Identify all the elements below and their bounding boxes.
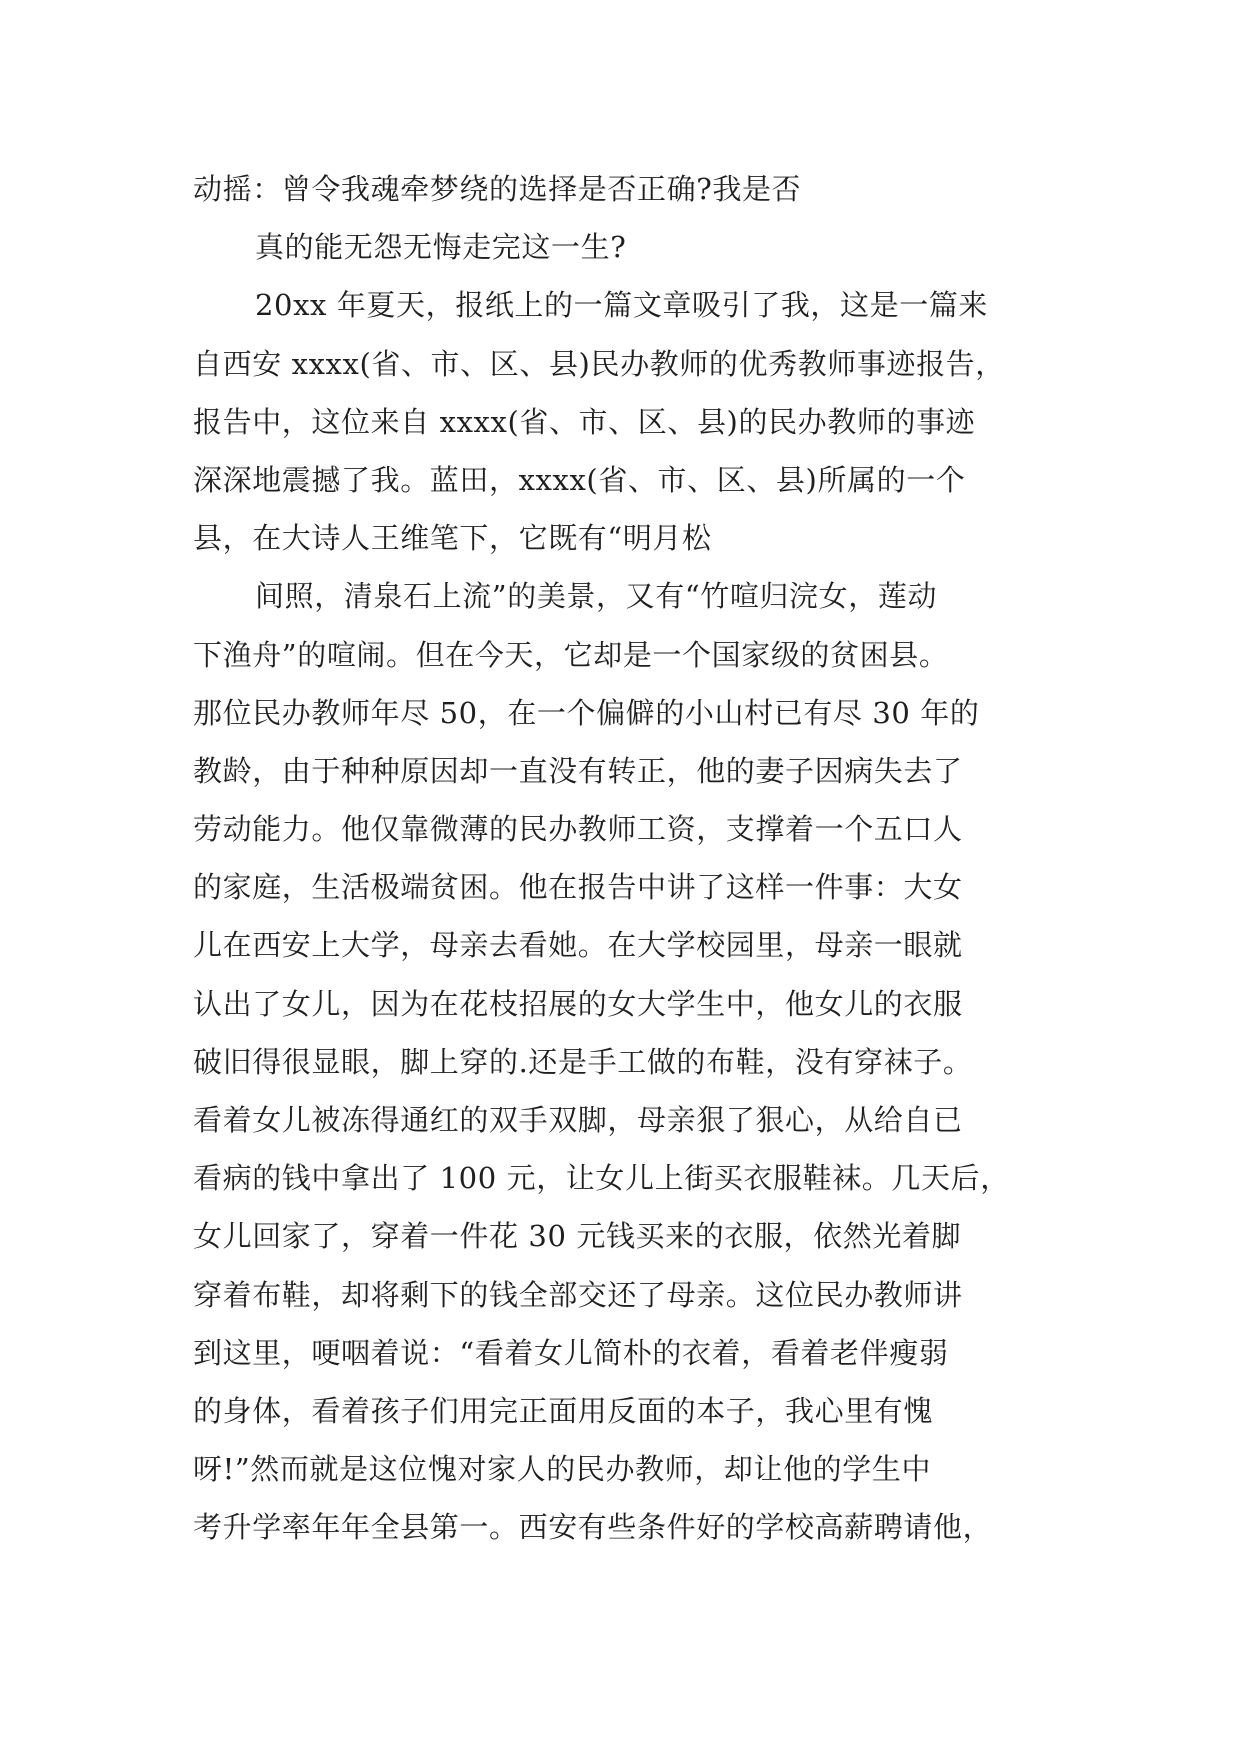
text-line: 的身体，看着孩子们用完正面用反面的本子，我心里有愧	[193, 1393, 934, 1428]
text-line: 下渔舟”的喧闹。但在今天，它却是一个国家级的贫困县。	[193, 637, 949, 672]
text-line: 儿在西安上大学，母亲去看她。在大学校园里，母亲一眼就	[193, 928, 963, 963]
text-line: 破旧得很显眼，脚上穿的.还是手工做的布鞋，没有穿袜子。	[193, 1044, 973, 1079]
text-line: 呀!”然而就是这位愧对家人的民办教师，却让他的学生中	[193, 1452, 932, 1487]
text-line: 考升学率年年全县第一。西安有些条件好的学校高薪聘请他，	[193, 1510, 993, 1545]
text-line: 县，在大诗人王维笔下，它既有“明月松	[193, 521, 712, 556]
text-line: 劳动能力。他仅靠微薄的民办教师工资，支撑着一个五口人	[193, 812, 963, 847]
text-line: 20xx 年夏天，报纸上的一篇文章吸引了我，这是一篇来	[255, 288, 989, 323]
text-line: 穿着布鞋，却将剩下的钱全部交还了母亲。这位民办教师讲	[193, 1277, 963, 1312]
text-line: 深深地震撼了我。蓝田，xxxx(省、市、区、县)所属的一个	[193, 462, 966, 497]
text-line: 到这里，哽咽着说：“看着女儿简朴的衣着，看着老伴瘦弱	[193, 1335, 949, 1370]
text-line: 看着女儿被冻得通红的双手双脚，母亲狠了狠心，从给自已	[193, 1103, 963, 1137]
text-line: 真的能无怨无悔走完这一生?	[255, 230, 627, 265]
text-line: 间照，清泉石上流”的美景，又有“竹喧归浣女，莲动	[255, 579, 938, 614]
text-line: 自西安 xxxx(省、市、区、县)民办教师的优秀教师事迹报告，	[193, 346, 1005, 381]
body-text	[193, 160, 1093, 1557]
text-line: 那位民办教师年尽 50，在一个偏僻的小山村已有尽 30 年的	[193, 695, 980, 730]
text-line: 的家庭，生活极端贫困。他在报告中讲了这样一件事：大女	[193, 870, 963, 905]
text-line: 教龄，由于种种原因却一直没有转正，他的妻子因病失去了	[193, 753, 963, 788]
text-line: 认出了女儿，因为在花枝招展的女大学生中，他女儿的衣服	[193, 986, 963, 1021]
text-line: 看病的钱中拿出了 100 元，让女儿上街买衣服鞋袜。几天后，	[193, 1161, 1010, 1196]
text-line: 报告中，这位来自 xxxx(省、市、区、县)的民办教师的事迹	[193, 404, 976, 439]
text-line: 女儿回家了，穿着一件花 30 元钱买来的衣服，依然光着脚	[193, 1219, 962, 1254]
text-line: 动摇：曾令我魂牵梦绕的选择是否正确?我是否	[193, 172, 802, 206]
